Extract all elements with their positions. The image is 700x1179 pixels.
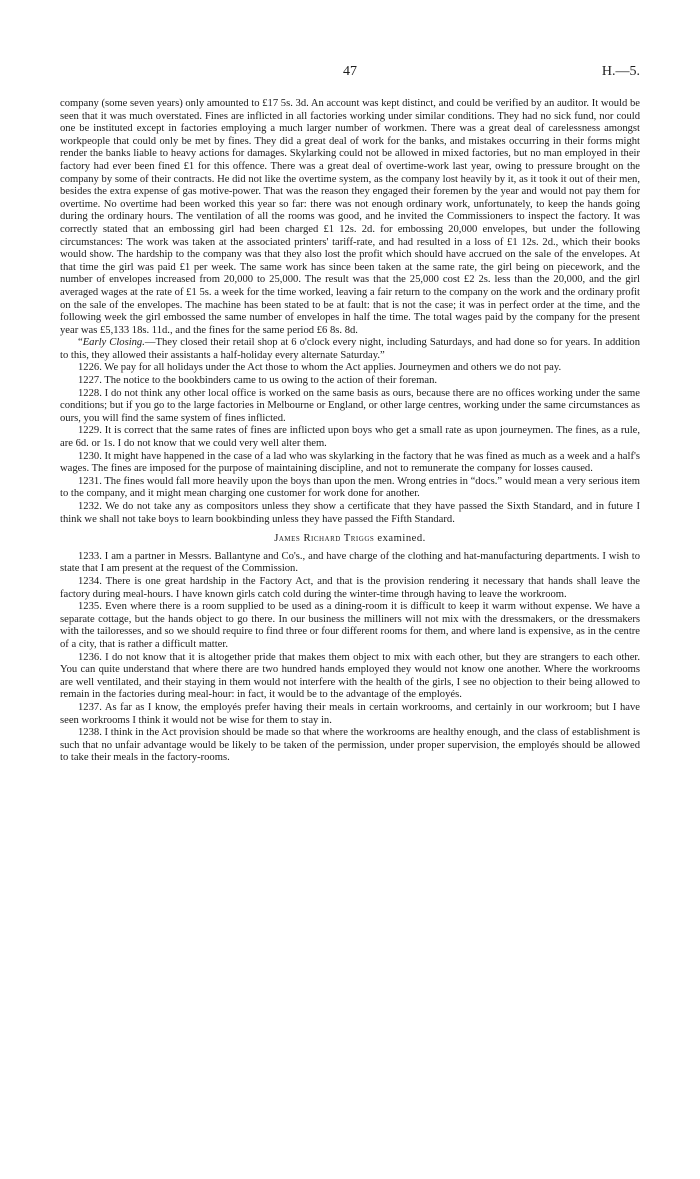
- answer-1238: 1238. I think in the Act provision should be made so that where the workrooms are healthy enough, and the class of establishment is such that no unfair advantage would be likely to be taken of the permission, under proper supervision, the employés should be allowed to take their meals in the factory-rooms.: [60, 727, 640, 764]
- paragraph-continued-statement: company (some seven years) only amounted to £17 5s. 3d. An account was kept distinct, and could be verified by an auditor. It would be seen that it was much overstated. Fines are inflicted in all factories working under similar conditions. They had no sick fund, nor could one be instituted except in factories employing a much larger number of workmen. There was a great deal of carelessness amongst workpeople that could only be met by fines. They did a great deal of work for the banks, and mistakes occurring in their forms might render the banks liable to heavy actions for damages. Skylarking could not be allowed in mixed factories, but no man employed in their factory had ever been fined £1 for this offence. There was a great deal of overtime-work last year, owing to pressure brought on the company by some of their contracts. He did not like the overtime system, as the company lost heavily by it, as it took it out of their men, besides the extra expense of gas motive-power. That was the reason they engaged their foremen by the year and would not pay them for overtime. No overtime had been worked this year so far: there was not enough ordinary work, unfortunately, to keep the hands going during the ordinary hours. The ventilation of all the rooms was good, and he invited the Commissioners to inspect the factory. It was correctly stated that an embossing girl had been charged £1 12s. 2d. for embossing 20,000 envelopes, but under the following circumstances: The work was taken at the associated printers' tariff-rate, and had resulted in a loss of £1 12s. 2d., which their books would show. The hardship to the company was that they also lost the profit which should have accrued on the sale of the envelopes. At that time the girl was paid £1 per week. The same work has since been taken at the same rate, the girl being on piecework, and the number of envelopes increased from 20,000 to 25,000. The result was that the 25,000 cost £2 2s. less than the 20,000, and the girl averaged wages at the rate of £1 5s. a week for the time worked, leaving a fair return to the company on the work and the ordinary profit on the sale of the envelopes. The machine has been stated to be at fault: that is not the case; it was in perfect order at the time, and the following week the girl embossed the same number of envelopes in half the time. The total wages paid by the company for the present year was £5,133 18s. 11d., and the fines for the same period £6 8s. 8d.: [60, 98, 640, 336]
- open-quote: “: [78, 337, 83, 349]
- early-closing-text: —They closed their retail shop at 6 o'clock every night, including Saturdays, and had done so for years. In addition to this, they allowed their assistants a half-holiday every alternate Saturday.”: [60, 337, 640, 361]
- document-body: [60, 98, 640, 765]
- early-closing-label: Early Closing.: [82, 337, 145, 349]
- witness-name: James Richard Triggs: [274, 533, 375, 545]
- answer-1234: 1234. There is one great hardship in the Factory Act, and that is the provision rendering it necessary that hands shall leave the factory during meal-hours. I have known girls catch cold during the winter-time through having to leave the workroom.: [60, 575, 640, 600]
- answer-1236: 1236. I do not know that it is altogether pride that makes them object to mix with each other, but they are strangers to each other. You can quite understand that where there are two hundred hands employed they would not know one another. Where the workrooms are well ventilated, and their staying in them would not interfere with the health of the girls, I see no objection to their being allowed to remain in the factories during meal-hour: in fact, it would be to the advantage of the employés.: [60, 651, 640, 701]
- answer-1237: 1237. As far as I know, the employés prefer having their meals in certain workrooms, and certainly in our workroom; but I have seen workrooms I think it would not be wise for them to stay in.: [60, 701, 640, 726]
- answer-1232: 1232. We do not take any as compositors unless they show a certificate that they have passed the Sixth Standard, and in future I think we shall not take boys to learn bookbinding unless they have passed the Fifth Standard.: [60, 501, 640, 525]
- answer-1235: 1235. Even where there is a room supplied to be used as a dining-room it is difficult to keep it warm without expense. We have a separate cottage, but the hands object to go there. In our business the milliners will not mix with the dressmakers, or the dressmakers with the tailoresses, and so we should require to find three or four different rooms for them, and where land is expensive, as in the centre of a city, that is rather a difficult matter.: [60, 601, 640, 650]
- answer-1230: 1230. It might have happened in the case of a lad who was skylarking in the factory that he was fined as much as a week and a half's wages. The fines are imposed for the purpose of maintaining discipline, and not to remunerate the company for losses caused.: [60, 450, 640, 475]
- document-page: [60, 64, 640, 765]
- answer-1229: 1229. It is correct that the same rates of fines are inflicted upon boys who get a small rate as upon journeymen. The fines, as a rule, are 6d. or 1s. I do not know that we could very well alter them.: [60, 425, 640, 450]
- paragraph-early-closing: [60, 337, 640, 362]
- page-header: [60, 64, 640, 86]
- witness-heading: [60, 533, 640, 546]
- answer-1226: 1226. We pay for all holidays under the Act those to whom the Act applies. Journeymen and others we do not pay.: [78, 362, 562, 374]
- answer-1228: 1228. I do not think any other local office is worked on the same basis as ours, because there are no offices working under the same conditions; but if you go to the large factories in Melbourne or England, or other large centres, working under the same circumstances as ours, you will find the same system of fines inflicted.: [60, 387, 640, 424]
- paper-reference: H.—5.: [601, 64, 640, 79]
- answer-1231: 1231. The fines would fall more heavily upon the boys than upon the men. Wrong entries in “docs.” would mean a very serious item to the company, and it might mean charging one customer for work done for another.: [60, 475, 640, 500]
- page-number: 47: [343, 64, 357, 79]
- answer-1233: 1233. I am a partner in Messrs. Ballantyne and Co's., and have charge of the clothing and hat-manufacturing departments. I wish to state that I am present at the request of the Commission.: [60, 550, 640, 575]
- witness-heading-suffix: examined.: [374, 533, 426, 545]
- answer-1227: 1227. The notice to the bookbinders came to us owing to the action of their foreman.: [78, 375, 438, 387]
